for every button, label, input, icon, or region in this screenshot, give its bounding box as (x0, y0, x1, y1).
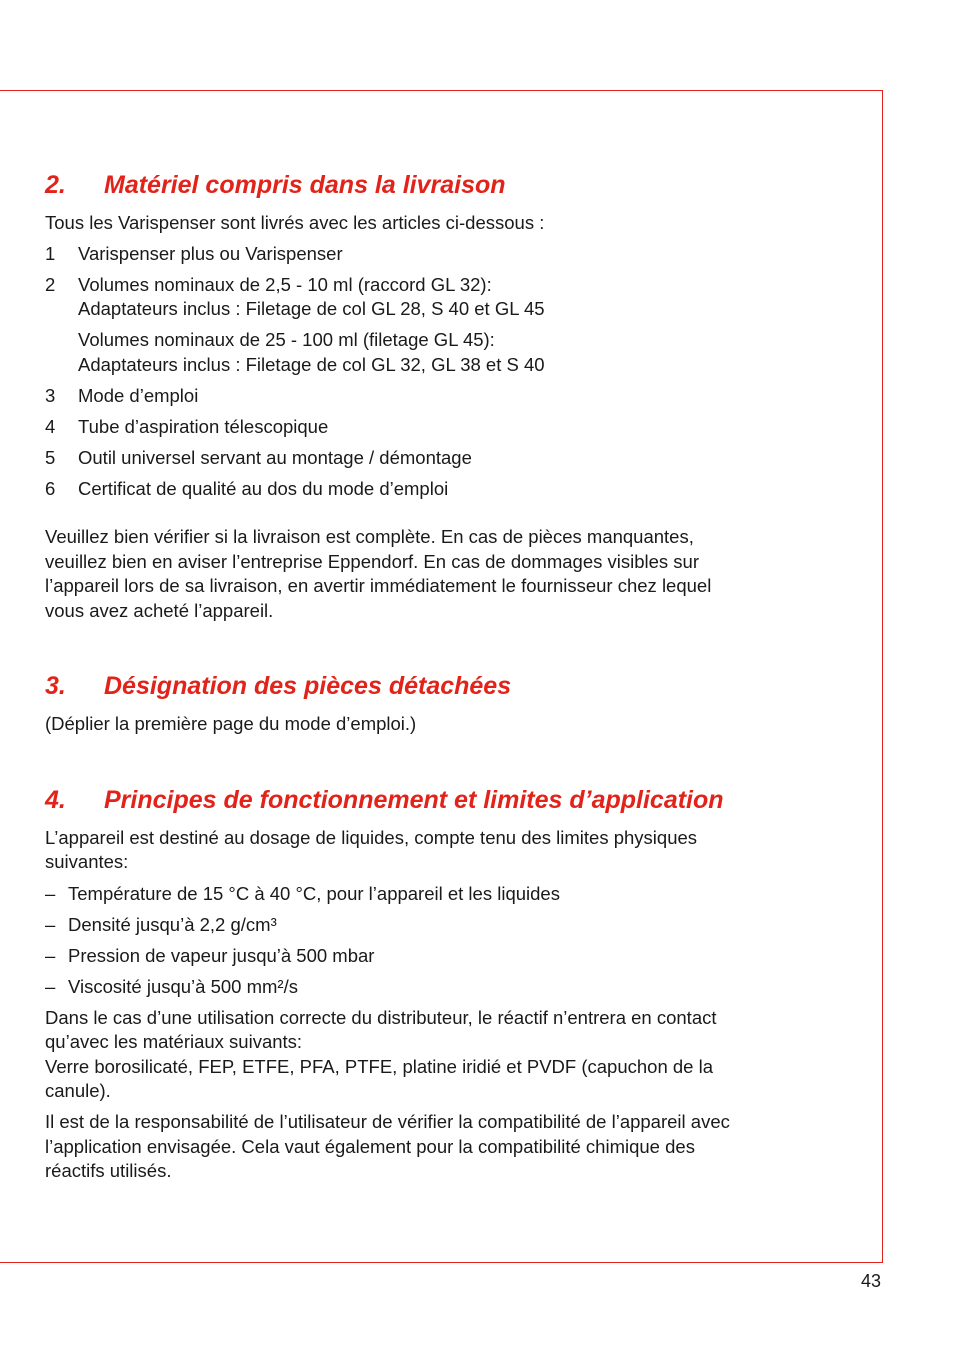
section-2-heading (45, 168, 835, 202)
section-3-heading (45, 669, 835, 703)
list-item (45, 242, 835, 267)
list-item (45, 882, 835, 907)
section-3-number: 3. (45, 672, 66, 700)
frame-top-rule (0, 90, 883, 91)
note-line: Veuillez bien vérifier si la livraison est complète. En cas de pièces manquantes, (45, 526, 694, 547)
page-number: 43 (860, 1271, 881, 1291)
item-text: Outil universel servant au montage / démontage (78, 446, 472, 468)
delivery-items-list (45, 242, 835, 502)
dash-marker: – (45, 913, 56, 935)
item-subtext: Adaptateurs inclus : Filetage de col GL 32, GL 38 et S 40 (78, 353, 545, 375)
note-line: veuillez bien en aviser l’entreprise Eppendorf. En cas de dommages visibles sur (45, 550, 700, 572)
item-text: Adaptateurs inclus : Filetage de col GL 28, S 40 et GL 45 (78, 298, 545, 319)
item-number: 4 (45, 415, 56, 437)
note-line: vous avez acheté l’appareil. (45, 599, 274, 621)
section-4-intro (45, 826, 835, 875)
materials-paragraph (45, 1006, 835, 1104)
section-4-number: 4. (45, 785, 66, 814)
item-number: 6 (45, 477, 56, 499)
limit-text: Viscosité jusqu’à 500 mm²/s (68, 975, 298, 997)
responsibility-line: réactifs utilisés. (45, 1160, 172, 1181)
item-text: Certificat de qualité au dos du mode d’emploi (78, 477, 449, 499)
item-text: Varispenser plus ou Varispenser (78, 242, 343, 264)
limit-text: Densité jusqu’à 2,2 g/cm³ (68, 913, 277, 935)
responsibility-line: Il est de la responsabilité de l’utilisateur de vérifier la compatibilité de l’appareil avec (45, 1111, 730, 1132)
responsibility-line: l’application envisagée. Cela vaut également pour la compatibilité chimique des (45, 1135, 695, 1157)
materials-line: Verre borosilicaté, FEP, ETFE, PFA, PTFE, platine iridié et PVDF (capuchon de la (45, 1055, 714, 1077)
item-number: 5 (45, 446, 56, 468)
limit-text: Pression de vapeur jusqu’à 500 mbar (68, 944, 375, 966)
materials-line: qu’avec les matériaux suivants: (45, 1031, 303, 1052)
item-number: 1 (45, 242, 56, 264)
section-3-title: Désignation des pièces détachées (104, 672, 512, 700)
note-line: l’appareil lors de sa livraison, en avertir immédiatement le fournisseur chez lequel (45, 575, 712, 596)
materials-line: canule). (45, 1080, 111, 1101)
section-4-heading (45, 783, 835, 817)
section-3-text: (Déplier la première page du mode d’emploi.) (45, 713, 417, 734)
item-number: 3 (45, 384, 56, 406)
list-item (45, 944, 835, 969)
list-item (45, 446, 835, 471)
intro-line: suivantes: (45, 851, 129, 872)
list-item (45, 913, 835, 938)
list-item (45, 273, 835, 378)
item-text: Volumes nominaux de 2,5 - 10 ml (raccord GL 32): (78, 273, 492, 295)
section-2-title: Matériel compris dans la livraison (104, 171, 506, 199)
list-item (45, 384, 835, 409)
list-item (45, 975, 835, 1000)
list-item (45, 415, 835, 440)
section-4-title: Principes de fonctionnement et limites d’application (104, 785, 724, 814)
frame-bottom-rule (0, 1262, 883, 1263)
dash-marker: – (45, 975, 56, 997)
section-2-number: 2. (45, 171, 66, 199)
item-text: Mode d’emploi (78, 384, 199, 406)
item-subtext: Volumes nominaux de 25 - 100 ml (filetage GL 45): (78, 329, 495, 350)
item-text: Tube d’aspiration télescopique (78, 415, 329, 437)
section-2-intro: Tous les Varispenser sont livrés avec les articles ci-dessous : (45, 212, 545, 233)
materials-line: Dans le cas d’une utilisation correcte du distributeur, le réactif n’entrera en contact (45, 1006, 717, 1028)
page-content (45, 168, 835, 1184)
list-item (45, 477, 835, 502)
physical-limits-list (45, 882, 835, 1000)
frame-right-rule (882, 90, 883, 1262)
limit-text: Température de 15 °C à 40 °C, pour l’appareil et les liquides (68, 882, 560, 904)
intro-line: L’appareil est destiné au dosage de liquides, compte tenu des limites physiques (45, 826, 698, 848)
delivery-check-note (45, 525, 835, 623)
responsibility-paragraph (45, 1110, 835, 1184)
dash-marker: – (45, 944, 56, 966)
dash-marker: – (45, 882, 56, 904)
item-number: 2 (45, 273, 56, 295)
